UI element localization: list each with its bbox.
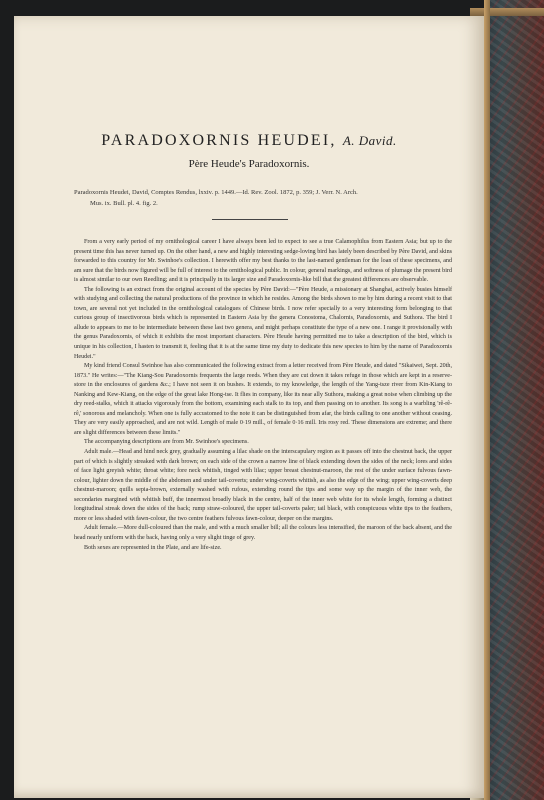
paragraph: The accompanying descriptions are from Mr. Swinhoe's specimens.: [84, 439, 249, 446]
paragraph: The following is an extract from the original account of the species by Père David:—"Père Heude, a missionary at Shanghai, actively busies himself with studying and collecting the natural productions of the province in which he resides. Among the birds shown to me by him during a recent visit to that town, are several not yet included in the ornithological catalogues of Chinese birds. I now refer specially to a very interesting form belonging to that curious group of insectivorous birds which is represented in Eastern Asia by the genera Conostoma, Chalornis, Paradoxornis, and Suthora. The bird I allude to appears to me to be intermediate between these last two genera, and might perhaps constitute the type of a new one. I range it provisionally with the genus Paradoxornis, of which it exhibits the most important characters. Père Heude having permitted me to take a description of the bird, which is unique in his collection, I hasten to transmit it, feeling that it is at the same time my duty to dedicate this new species to him by the name of Paradoxornis Heudei.": [74, 286, 452, 360]
paragraph: From a very early period of my ornithological career I have always been led to expect to see a true Calamophilus from Eastern Asia; but up to the present time this has never turned up. On the other hand, a new and highly interesting sedge-loving bird has lately been described by Père David, and skins forwarded to this country for Mr. Swinhoe's collection. I herewith offer my best thanks to the last-named gentleman for the loan of these specimens, and am sure that the birds now figured will be full of interest to the ornithological public. In colour, general markings, and softness of plumage the present bird is almost similar to our own Reedling; and it is principally in its larger size and Paradoxornis-like bill that the greatest differences are observable.: [74, 239, 452, 284]
book-board-edge-top: [470, 8, 544, 16]
paragraph: Adult female.—More dull-coloured than the male, and with a much smaller bill; all the colours less intensified, the maroon of the back absent, and the head nearly uniform with the back, having only a very slight tinge of grey.: [74, 525, 452, 541]
reference-line-2: Mus. ix. Bull. pl. 4. fig. 2.: [90, 199, 158, 207]
reference-line-1: Paradoxornis Heudei, David, Comptes Rendus, lxxiv. p. 1449.—Id. Rev. Zool. 1872, p. 359; J. Verr. N. Arch.: [74, 189, 358, 196]
common-name: Père Heude's Paradoxornis.: [188, 158, 310, 170]
paragraph: My kind friend Consul Swinhoe has also communicated the following extract from a letter received from Père Heude, and dated "Sikaiwei, Sept. 20th, 1873." He writes:—"The Kiang-Sou Paradoxornis frequents the large reeds. When they are cut down it takes refuge in those which are kept in a reserve-store in the enclosures of gardens &c.; I have not seen it on bushes. It extends, to my knowledge, the length of the Yang-tsze river from Kin-Kiang to Nanking and Kew-Kiang, on the edge of the great lake Hong-tse. It flies in company, like its near ally Suthora, making a great noise when climbing up the dry reed-stalks, which it attacks vigorously from the bottom, examining each stalk to its top, and then passing on to another. Its song is a warbling 'rê-rê-rê,' sonorous and melancholy. When one is fully accustomed to the note it can be distinguished from afar, the birds calling to one another without ceasing. They are very easily approached, and are not wild. Length of male 0·19 mill., of female 0·16 mill. Iris rosy red. These dimensions are extreme; and there are slight differences between these limits.": [74, 363, 452, 436]
body-text: [74, 238, 452, 553]
paragraph: Adult male.—Head and hind neck grey, gradually assuming a lilac shade on the interscapulary region as it passes off into the chestnut back, the upper part of which is slightly streaked with dark brown; on each side of the crown a narrow line of black extending down the sides of the neck; lores and sides of face light greyish white; throat white; fore neck whitish, tinged with lilac; upper breast chestnut-maroon, the rest of the under surface fulvous fawn-colour, lighter down the middle of the abdomen and under tail-coverts; under wing-coverts whitish, as also the edge of the wing; upper wing-coverts deep chestnut-maroon; quills sepia-brown, externally washed with rufous, extending round the tips and some way up the margin of the inner web, the secondaries margined with whitish buff, the innermost broadly black in the centre, half of the inner web white for its whole length, forming a distinct longitudinal streak down the sides of the back; rump straw-coloured, the upper tail-coverts paler; tail black, with conspicuous white tips to the feathers, more or less shaded with fawn-colour, the two centre feathers fulvous fawn-colour, deeper on the margins.: [74, 449, 452, 522]
references: [74, 188, 444, 209]
book-page: [14, 16, 484, 798]
book-board-edge: [484, 0, 490, 800]
paragraph: Both sexes are represented in the Plate, and are life-size.: [84, 544, 222, 551]
divider-rule: [212, 219, 288, 220]
marbled-board: [484, 0, 544, 800]
page-title: [14, 132, 484, 150]
species-authority: A. David.: [342, 133, 397, 148]
species-name: PARADOXORNIS HEUDEI,: [101, 132, 337, 149]
